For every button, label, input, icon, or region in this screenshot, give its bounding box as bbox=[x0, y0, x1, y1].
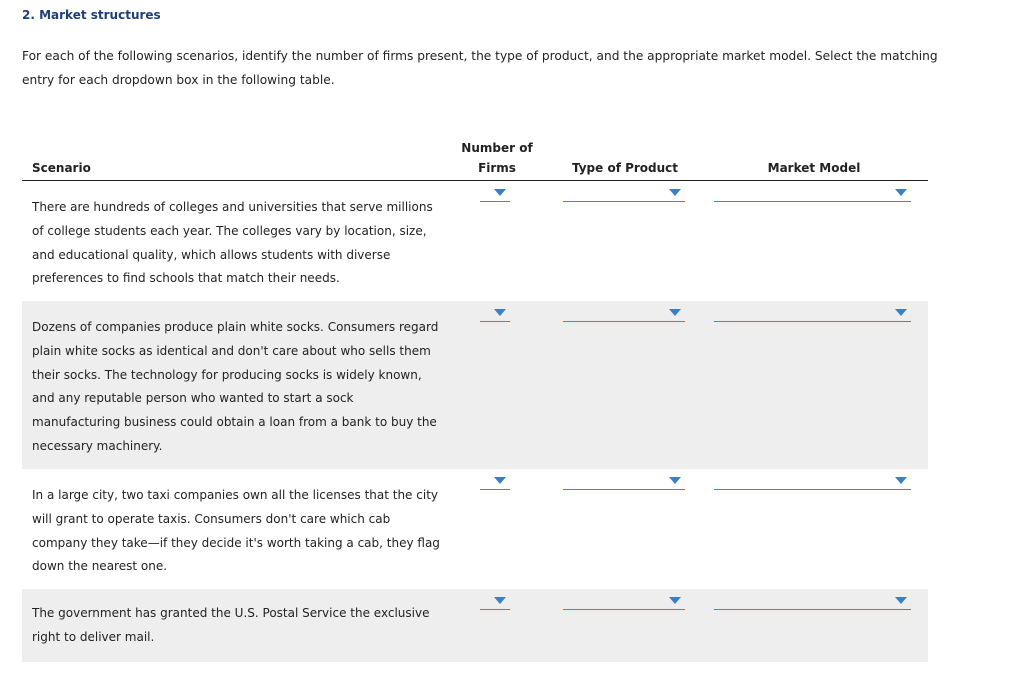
type-of-product-dropdown[interactable] bbox=[563, 309, 685, 322]
market-model-dropdown[interactable] bbox=[714, 309, 911, 322]
header-firms-line1: Number of bbox=[461, 141, 533, 155]
type-of-product-dropdown[interactable] bbox=[563, 597, 685, 610]
market-model-dropdown[interactable] bbox=[714, 477, 911, 490]
table-row bbox=[22, 469, 928, 589]
header-number-of-firms bbox=[452, 138, 542, 178]
chevron-down-icon bbox=[669, 189, 681, 196]
scenario-text: Dozens of companies produce plain white socks. Consumers regard plain white socks as identical and don't care about who sells them their socks. The technology for producing socks is widely known, and any reputable person who wanted to start a sock manufacturing business could obtain a loan from a bank to buy the necessary machinery. bbox=[32, 320, 439, 453]
chevron-down-icon bbox=[494, 477, 506, 484]
chevron-down-icon bbox=[494, 597, 506, 604]
scenario-text: In a large city, two taxi companies own all the licenses that the city will grant to operate taxis. Consumers don't care which cab company they take—if they decide it's worth taking a cab, they flag down the nearest one. bbox=[32, 488, 440, 574]
number-of-firms-dropdown[interactable] bbox=[480, 309, 510, 322]
chevron-down-icon bbox=[669, 477, 681, 484]
chevron-down-icon bbox=[494, 309, 506, 316]
scenario-text: The government has granted the U.S. Postal Service the exclusive right to deliver mail. bbox=[32, 606, 430, 644]
table-header bbox=[22, 140, 928, 181]
chevron-down-icon bbox=[895, 189, 907, 196]
chevron-down-icon bbox=[895, 309, 907, 316]
chevron-down-icon bbox=[895, 597, 907, 604]
table-row bbox=[22, 301, 928, 469]
chevron-down-icon bbox=[895, 477, 907, 484]
market-model-dropdown[interactable] bbox=[714, 189, 911, 202]
header-type-of-product: Type of Product bbox=[571, 161, 679, 175]
chevron-down-icon bbox=[669, 309, 681, 316]
number-of-firms-dropdown[interactable] bbox=[480, 189, 510, 202]
header-market-model: Market Model bbox=[767, 161, 861, 175]
type-of-product-dropdown[interactable] bbox=[563, 477, 685, 490]
chevron-down-icon bbox=[494, 189, 506, 196]
number-of-firms-dropdown[interactable] bbox=[480, 597, 510, 610]
type-of-product-dropdown[interactable] bbox=[563, 189, 685, 202]
number-of-firms-dropdown[interactable] bbox=[480, 477, 510, 490]
chevron-down-icon bbox=[669, 597, 681, 604]
table-row bbox=[22, 181, 928, 301]
header-scenario: Scenario bbox=[32, 161, 91, 175]
market-structures-table bbox=[22, 140, 928, 662]
table-row bbox=[22, 589, 928, 662]
header-firms-line2: Firms bbox=[478, 161, 516, 175]
market-model-dropdown[interactable] bbox=[714, 597, 911, 610]
scenario-text: There are hundreds of colleges and universities that serve millions of college students each year. The colleges vary by location, size, and educational quality, which allows students with diverse preferences to find schools that match their needs. bbox=[32, 200, 433, 286]
instructions: For each of the following scenarios, identify the number of firms present, the type of product, and the appropriate market model. Select the matching entry for each dropdown box in the following table. bbox=[22, 49, 938, 87]
question-title: 2. Market structures bbox=[22, 8, 161, 22]
